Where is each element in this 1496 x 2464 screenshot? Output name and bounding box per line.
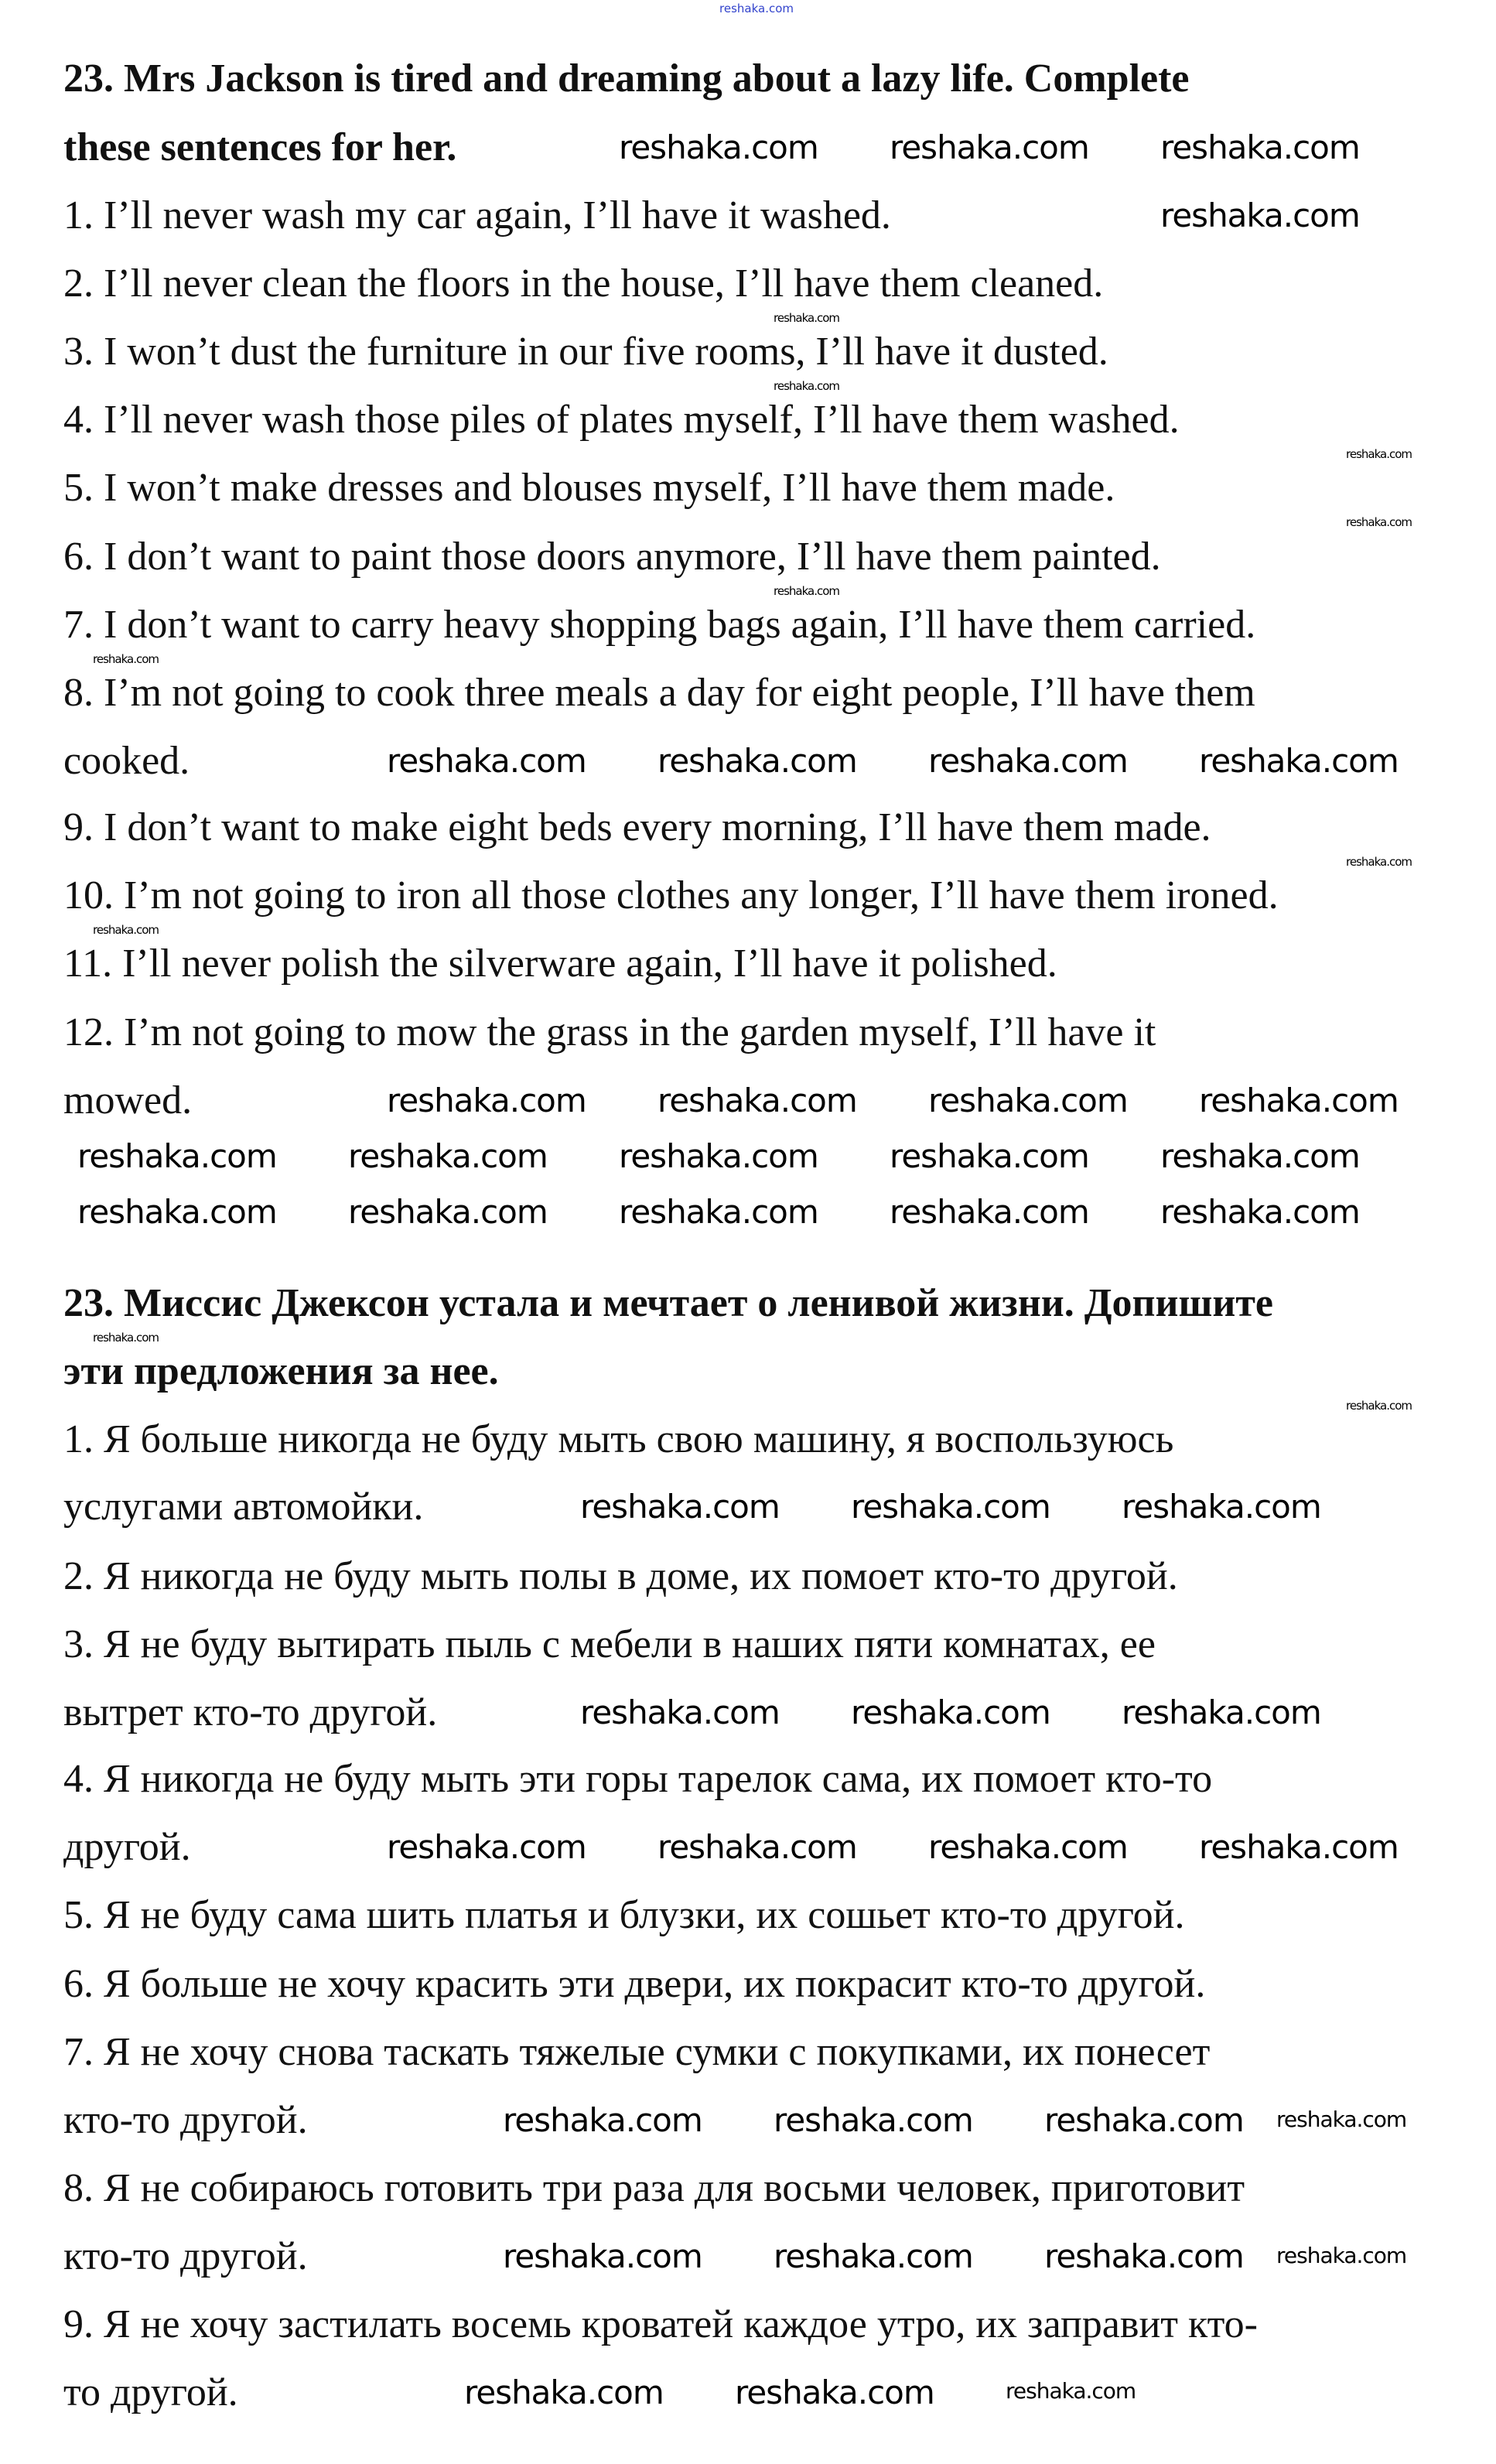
watermark: reshaka.com bbox=[93, 1331, 159, 1345]
watermark: reshaka.com bbox=[735, 2373, 934, 2411]
watermark: reshaka.com bbox=[890, 128, 1089, 166]
watermark: reshaka.com bbox=[619, 1137, 818, 1175]
russian-task-title: эти предложения за нее. bbox=[63, 1349, 499, 1393]
english-answer-line: 8. I’m not going to cook three meals a day for eight people, I’ll have them bbox=[63, 671, 1255, 715]
english-task-title: these sentences for her. bbox=[63, 125, 457, 169]
watermark: reshaka.com bbox=[1346, 515, 1412, 529]
russian-translation-line: кто-то другой. bbox=[63, 2098, 308, 2142]
russian-translation-line: 8. Я не собираюсь готовить три раза для восьми человек, приготовит bbox=[63, 2166, 1245, 2210]
english-answer-line: cooked. bbox=[63, 739, 190, 783]
watermark: reshaka.com bbox=[619, 1193, 818, 1231]
russian-translation-line: вытрет кто-то другой. bbox=[63, 1690, 438, 1734]
english-answer-line: 2. I’ll never clean the floors in the house, I’ll have them cleaned. bbox=[63, 261, 1104, 306]
russian-task-title: 23. Миссис Джексон устала и мечтает о ленивой жизни. Допишите bbox=[63, 1281, 1273, 1325]
russian-translation-line: кто-то другой. bbox=[63, 2234, 308, 2278]
watermark: reshaka.com bbox=[1044, 2237, 1244, 2275]
watermark: reshaka.com bbox=[774, 311, 839, 325]
watermark: reshaka.com bbox=[890, 1193, 1089, 1231]
watermark: reshaka.com bbox=[890, 1137, 1089, 1175]
russian-translation-line: другой. bbox=[63, 1825, 191, 1869]
russian-translation-line: 7. Я не хочу снова таскать тяжелые сумки с покупками, их понесет bbox=[63, 2030, 1211, 2074]
watermark: reshaka.com bbox=[387, 742, 586, 780]
watermark: reshaka.com bbox=[93, 652, 159, 666]
russian-translation-line: 9. Я не хочу застилать восемь кроватей каждое утро, их заправит кто- bbox=[63, 2302, 1258, 2346]
watermark: reshaka.com bbox=[387, 1828, 586, 1866]
watermark: reshaka.com bbox=[657, 742, 857, 780]
watermark: reshaka.com bbox=[1160, 1193, 1360, 1231]
english-answer-line: 1. I’ll never wash my car again, I’ll have it washed. bbox=[63, 193, 891, 238]
watermark: reshaka.com bbox=[657, 1082, 857, 1119]
watermark: reshaka.com bbox=[1160, 1137, 1360, 1175]
russian-translation-line: 4. Я никогда не буду мыть эти горы тарелок сама, их помоет кто-то bbox=[63, 1757, 1213, 1801]
english-answer-line: 5. I won’t make dresses and blouses myself, I’ll have them made. bbox=[63, 466, 1115, 510]
watermark: reshaka.com bbox=[77, 1193, 277, 1231]
watermark: reshaka.com bbox=[387, 1082, 586, 1119]
watermark: reshaka.com bbox=[928, 742, 1128, 780]
russian-translation-line: 3. Я не буду вытирать пыль с мебели в наших пяти комнатах, ее bbox=[63, 1622, 1156, 1666]
watermark: reshaka.com bbox=[580, 1488, 780, 1526]
watermark: reshaka.com bbox=[1160, 197, 1360, 234]
english-answer-line: 7. I don’t want to carry heavy shopping bags again, I’ll have them carried. bbox=[63, 603, 1256, 647]
english-answer-line: mowed. bbox=[63, 1078, 193, 1123]
watermark: reshaka.com bbox=[851, 1488, 1050, 1526]
watermark: reshaka.com bbox=[1122, 1693, 1321, 1731]
russian-translation-line: 1. Я больше никогда не буду мыть свою машину, я воспользуюсь bbox=[63, 1417, 1174, 1461]
watermark: reshaka.com bbox=[1006, 2378, 1136, 2404]
watermark: reshaka.com bbox=[928, 1828, 1128, 1866]
watermark: reshaka.com bbox=[1199, 742, 1399, 780]
watermark: reshaka.com bbox=[580, 1693, 780, 1731]
english-answer-line: 3. I won’t dust the furniture in our five rooms, I’ll have it dusted. bbox=[63, 330, 1108, 374]
english-answer-line: 10. I’m not going to iron all those clothes any longer, I’ll have them ironed. bbox=[63, 873, 1279, 918]
russian-translation-line: 5. Я не буду сама шить платья и блузки, их сошьет кто-то другой. bbox=[63, 1893, 1185, 1937]
watermark: reshaka.com bbox=[1276, 2107, 1407, 2132]
english-answer-line: 11. I’ll never polish the silverware again, I’ll have it polished. bbox=[63, 942, 1057, 986]
watermark: reshaka.com bbox=[928, 1082, 1128, 1119]
english-answer-line: 6. I don’t want to paint those doors anymore, I’ll have them painted. bbox=[63, 535, 1161, 579]
watermark: reshaka.com bbox=[851, 1693, 1050, 1731]
russian-translation-line: услугами автомойки. bbox=[63, 1485, 424, 1529]
watermark: reshaka.com bbox=[464, 2373, 664, 2411]
russian-translation-line: то другой. bbox=[63, 2370, 238, 2414]
watermark: reshaka.com bbox=[1346, 855, 1412, 869]
watermark: reshaka.com bbox=[1199, 1828, 1399, 1866]
watermark: reshaka.com bbox=[348, 1137, 548, 1175]
header-watermark: reshaka.com bbox=[719, 2, 794, 15]
watermark: reshaka.com bbox=[657, 1828, 857, 1866]
english-answer-line: 12. I’m not going to mow the grass in the garden myself, I’ll have it bbox=[63, 1010, 1156, 1054]
watermark: reshaka.com bbox=[774, 2237, 973, 2275]
watermark: reshaka.com bbox=[348, 1193, 548, 1231]
watermark: reshaka.com bbox=[1160, 128, 1360, 166]
watermark: reshaka.com bbox=[503, 2101, 702, 2139]
watermark: reshaka.com bbox=[774, 379, 839, 393]
watermark: reshaka.com bbox=[774, 584, 839, 598]
watermark: reshaka.com bbox=[1044, 2101, 1244, 2139]
watermark: reshaka.com bbox=[1276, 2243, 1407, 2268]
watermark: reshaka.com bbox=[93, 923, 159, 937]
russian-translation-line: 2. Я никогда не буду мыть полы в доме, их помоет кто-то другой. bbox=[63, 1554, 1178, 1598]
watermark: reshaka.com bbox=[1346, 1399, 1412, 1413]
watermark: reshaka.com bbox=[774, 2101, 973, 2139]
watermark: reshaka.com bbox=[1346, 447, 1412, 461]
watermark: reshaka.com bbox=[503, 2237, 702, 2275]
watermark: reshaka.com bbox=[1199, 1082, 1399, 1119]
english-task-title: 23. Mrs Jackson is tired and dreaming about a lazy life. Complete bbox=[63, 56, 1190, 101]
russian-translation-line: 6. Я больше не хочу красить эти двери, их покрасит кто-то другой. bbox=[63, 1962, 1206, 2006]
english-answer-line: 9. I don’t want to make eight beds every morning, I’ll have them made. bbox=[63, 805, 1211, 849]
english-answer-line: 4. I’ll never wash those piles of plates myself, I’ll have them washed. bbox=[63, 398, 1180, 442]
watermark: reshaka.com bbox=[619, 128, 818, 166]
watermark: reshaka.com bbox=[1122, 1488, 1321, 1526]
watermark: reshaka.com bbox=[77, 1137, 277, 1175]
